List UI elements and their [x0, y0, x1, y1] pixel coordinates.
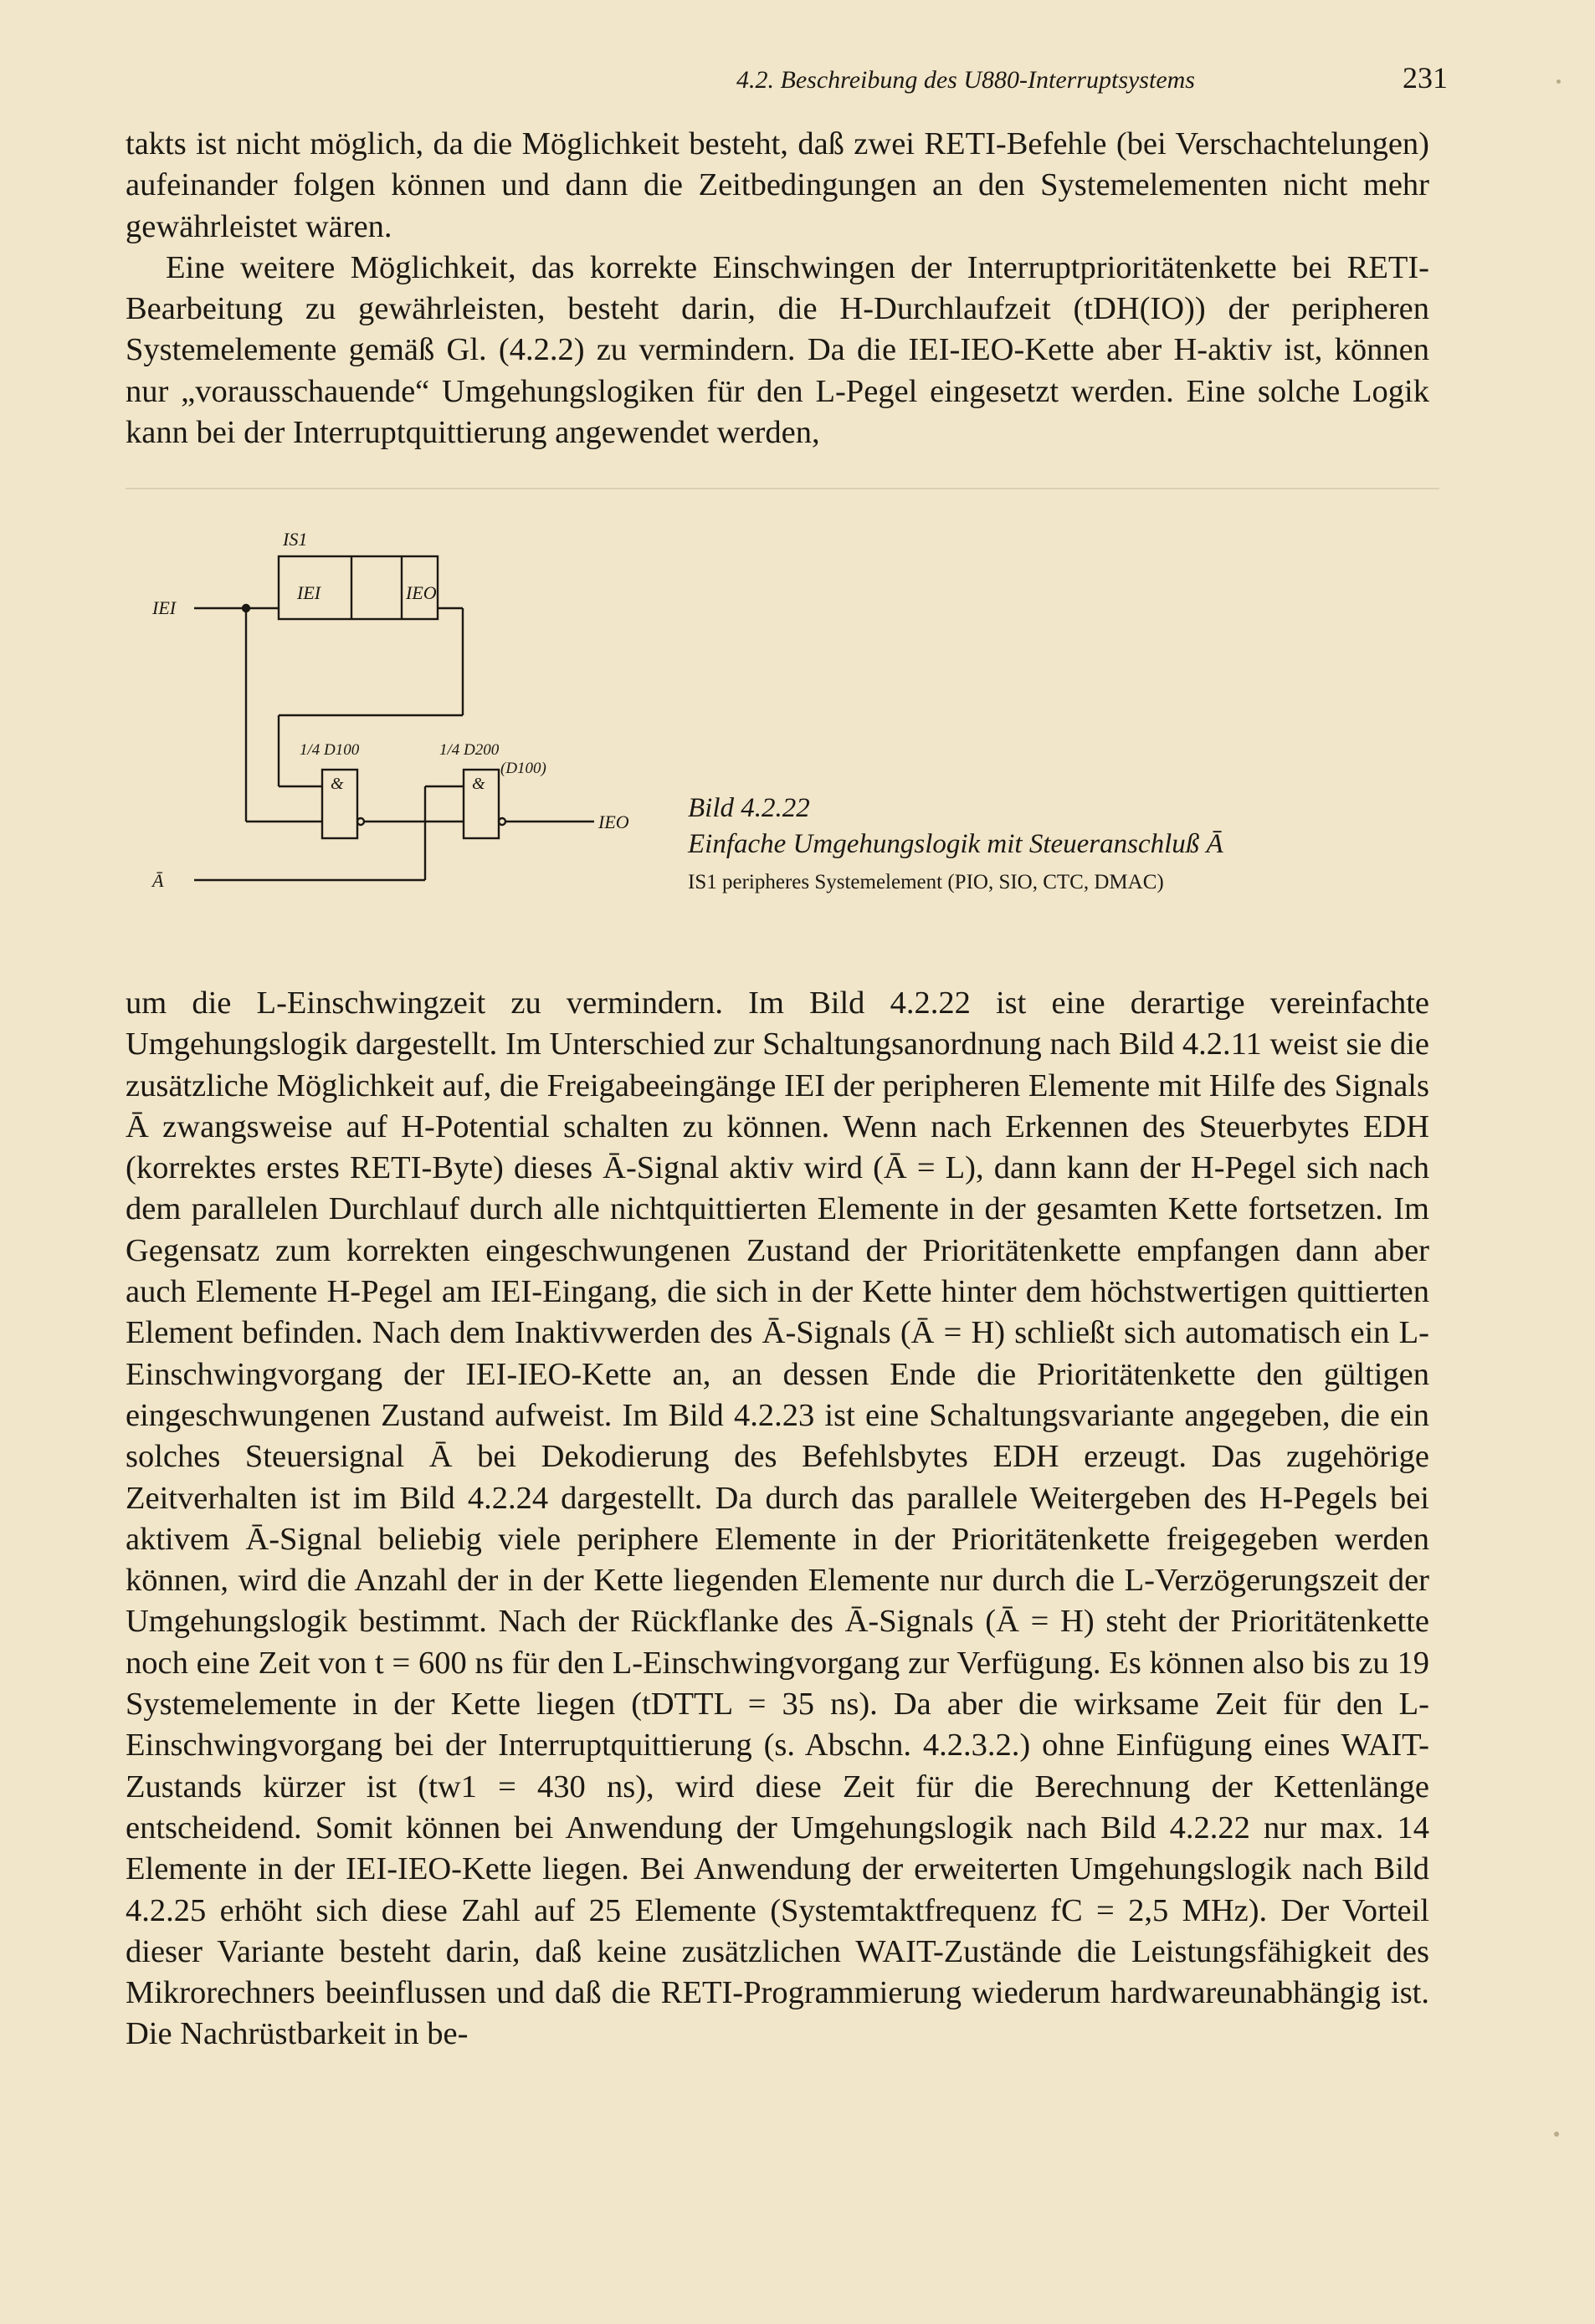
figure-caption: [688, 791, 1441, 899]
paragraph: takts ist nicht möglich, da die Möglichkeit besteht, daß zwei RETI-Befehle (bei Verschachtelungen) aufeinander folgen können und dann die Zeitbedingungen an den Systemelementen nicht mehr gewährleistet wären.: [126, 126, 1429, 244]
circuit-diagram: [152, 519, 653, 903]
d100-paren-label: (D100): [500, 760, 546, 777]
paragraph: um die L-Einschwingzeit zu vermindern. Im Bild 4.2.22 ist eine derartige vereinfachte Umgehungslogik dargestellt. Im Unterschied zur Schaltungsanordnung nach Bild 4.2.11 weist sie die zusätzliche Möglichkeit auf, die Freigabeeingänge IEI der peripheren Elemente mit Hilfe des Signals Ā zwangsweise auf H-Potential schalten zu können. Wenn nach Erkennen des Steuerbytes EDH (korrektes erstes RETI-Byte) dieses Ā-Signal aktiv wird (Ā = L), dann kann der H-Pegel sich nach dem parallelen Durchlauf durch alle nichtquittierten Elemente in der gesamten Kette fortsetzen. Im Gegensatz zum korrekten eingeschwungenen Zustand der Prioritätenkette empfangen dann aber auch Elemente H-Pegel am IEI-Eingang, die sich in der Kette hinter dem höchstwertigen quittierten Element befinden. Nach dem Inaktivwerden des Ā-Signals (Ā = H) schließt sich automatisch ein L-Einschwingvorgang der IEI-IEO-Kette an, an dessen Ende die Prioritätenkette den gültigen eingeschwungenen Zustand aufweist. Im Bild 4.2.23 ist eine Schaltungsvariante angegeben, die ein solches Steuersignal Ā bei Dekodierung des Befehlsbytes EDH erzeugt. Das zugehörige Zeitverhalten ist im Bild 4.2.24 dargestellt. Da durch das parallele Weitergeben des H-Pegels bei aktivem Ā-Signal beliebig viele periphere Elemente in der Prioritätenkette freigegeben werden können, wird die Anzahl der in der Kette liegenden Elemente nur durch die L-Verzögerungszeit der Umgehungslogik bestimmt. Nach der Rückflanke des Ā-Signals (Ā = H) steht der Prioritätenkette noch eine Zeit von t = 600 ns für den L-Einschwingvorgang zur Verfügung. Es können also bis zu 19 Systemelemente in der Kette liegen (tDTTL = 35 ns). Da aber die wirksame Zeit für den L-Einschwingvorgang bei der Interruptquittierung (s. Abschn. 4.2.3.2.) ohne Einfügung eines WAIT-Zustands kürzer ist (tw1 = 430 ns), wird diese Zeit für die Berechnung der Kettenlänge entscheidend. Somit können bei Anwendung der Umgehungslogik nach Bild 4.2.22 nur max. 14 Elemente in der IEI-IEO-Kette liegen. Bei Anwendung der erweiterten Umgehungslogik nach Bild 4.2.25 erhöht sich diese Zahl auf 25 Elemente (Systemtaktfrequenz fC = 2,5 MHz). Der Vorteil dieser Variante besteht darin, daß keine zusätzlichen WAIT-Zustände die Leistungsfähigkeit des Mikrorechners beeinflussen und daß die RETI-Programmierung wiederum hardwareunabhängig ist. Die Nachrüstbarkeit in be-: [126, 985, 1429, 2052]
and1-symbol: &: [331, 775, 344, 793]
section-title: 4.2. Beschreibung des U880-Interruptsystems: [736, 66, 1195, 94]
running-head: [736, 60, 1448, 95]
ieo-box-label: IEO: [406, 582, 437, 603]
iei-box-label: IEI: [297, 582, 321, 603]
caption-legend: IS1 peripheres Systemelement (PIO, SIO, CTC, DMAC): [688, 871, 1164, 893]
and2-symbol: &: [472, 775, 485, 793]
scan-speck: [1554, 2132, 1559, 2137]
ieo-output-label: IEO: [598, 811, 629, 832]
paragraph: Eine weitere Möglichkeit, das korrekte Einschwingen der Interruptprioritätenkette bei RETI-Bearbeitung zu gewährleisten, besteht darin, die H-Durchlaufzeit (tDH(IO)) der peripheren Systemelemente gemäß Gl. (4.2.2) zu vermindern. Da die IEI-IEO-Kette aber H-aktiv ist, können nur „vorausschauende“ Umgehungslogiken für den L-Pegel eingesetzt werden. Eine solche Logik kann bei der Interruptquittierung angewendet werden,: [126, 249, 1429, 451]
text-block-top: [126, 124, 1429, 453]
a-input-label: Ā: [152, 870, 164, 891]
d200-label: 1/4 D200: [439, 741, 500, 759]
caption-label: Bild 4.2.22: [688, 793, 810, 823]
is1-label: IS1: [283, 529, 308, 550]
pencil-line: [126, 488, 1439, 489]
inverter-bubble: [357, 818, 364, 825]
inverter-bubble: [499, 818, 505, 825]
iei-input-label: IEI: [152, 597, 177, 618]
circuit-figure: [152, 519, 653, 903]
text-block-bottom: [126, 983, 1429, 2055]
page-number: 231: [1403, 61, 1448, 95]
scan-speck: [1557, 79, 1561, 84]
caption-title: Einfache Umgehungslogik mit Steueranschluß Ā: [688, 829, 1223, 859]
d100-label: 1/4 D100: [300, 741, 360, 759]
